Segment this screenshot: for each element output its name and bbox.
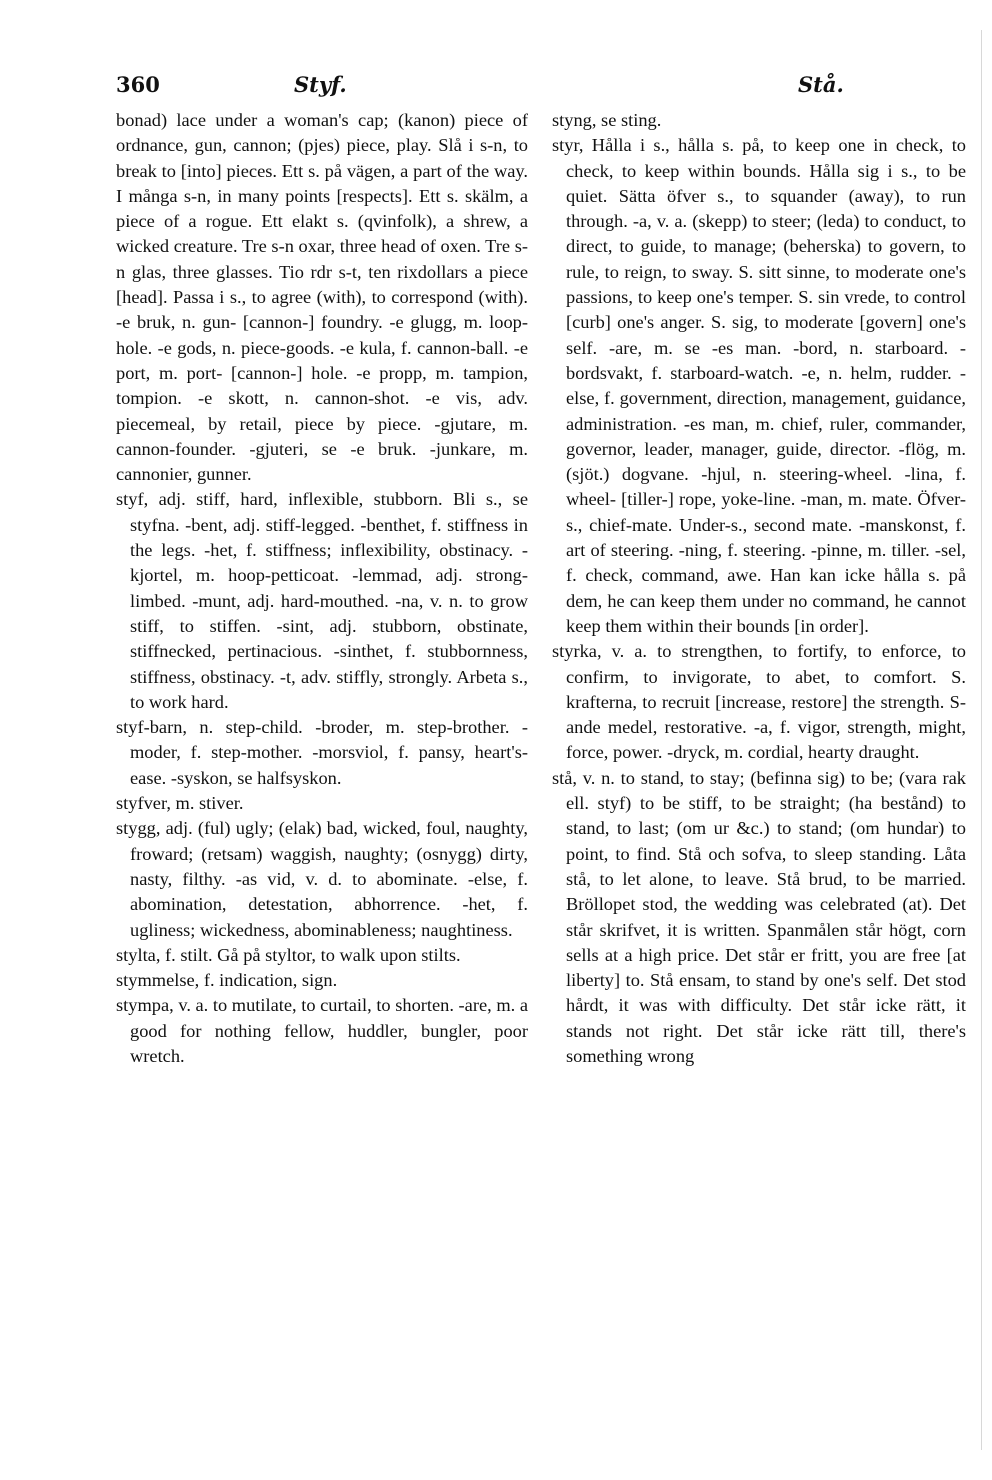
right-guide-word: Stå. [798, 72, 844, 97]
entry-styr: styr, Hålla i s., hålla s. på, to keep one in check, to check, to keep within bounds. Hålla sig i s., to be quiet. Sätta öfver s., to squander (away), to run through. -a, v. a. (skepp) to steer; (leda) to conduct, to direct, to guide, to manage; (beherska) to govern, to rule, to reign, to sway. S. sitt sinne, to moderate one's passions, to keep one's temper. S. sin vrede, to control [curb] one's anger. S. sig, to moderate [govern] one's self. -are, m. se -es man. -bord, n. starboard. -bordsvakt, f. starboard-watch. -e, n. helm, rudder. -else, f. government, direction, management, guidance, administration. -es man, m. chief, ruler, commander, governor, leader, manager, guide, director. -flög, m. (sjöt.) dogvane. -hjul, n. steering-wheel. -lina, f. wheel- [tiller-] rope, yoke-line. -man, m. mate. Öfver-s., chief-mate. Under-s., second mate. -manskonst, f. art of steering. -ning, f. steering. -pinne, m. tiller. -sel, f. check, command, awe. Han kan icke hålla s. på dem, he can keep them under no command, he cannot keep them within their bounds [in order]. [552, 135, 966, 636]
entry-styng: styng, se sting. [552, 110, 662, 130]
entry-stympa: stympa, v. a. to mutilate, to curtail, to shorten. -are, m. a good for nothing fellow, huddler, bungler, poor wretch. [116, 995, 528, 1066]
entry-stygg: stygg, adj. (ful) ugly; (elak) bad, wicked, foul, naughty, froward; (retsam) waggish, naughty; (osnygg) dirty, nasty, filthy. -as vid, v. d. to abominate. -else, f. abomination, detestation, abhorrence. -het, f. ugliness; wickedness, abominableness; naughtiness. [116, 818, 528, 940]
entry-sta: stå, v. n. to stand, to stay; (befinna sig) to be; (vara rak ell. styf) to be stiff, to be straight; (ha bestånd) to stand, to last; (om ur &c.) to stand; (om hundar) to point, to find. Stå och sofva, to sleep standing. Låta stå, to let alone, to leave. Stå brud, to be married. Bröllopet stod, the wedding was celebrated (at). Det står skrifvet, it is written. Spanmålen står högt, corn sells at a high price. Det står er fritt, you are free [at liberty] to. Stå ensam, to stand by one's self. Det stod hårdt, it was with difficulty. Det står icke rätt, it stands not right. Det står icke rätt till, there's something wrong [552, 767, 966, 1066]
right-column [552, 108, 966, 1069]
entry-continuation: bonad) lace under a woman's cap; (kanon) piece of ordnance, gun, cannon; (pjes) piece, play. Slå i s-n, to break to [into] pieces. Ett s. på vägen, a part of the way. I många s-n, in many points [respects]. Ett s. skälm, a piece of a rogue. Ett elakt s. (qvinfolk), a shrew, a wicked creature. Tre s-n oxar, three head of oxen. Tre s-n glas, three glasses. Tio rdr s-t, ten rixdollars a piece [head]. Passa i s., to agree (with), to correspond (with). -e bruk, n. gun- [cannon-] foundry. -e glugg, m. loop-hole. -e gods, n. piece-goods. -e kula, f. cannon-ball. -e port, m. port- [cannon-] hole. -e propp, m. tampion, tompion. -e skott, n. cannon-shot. -e vis, adv. piecemeal, by retail, piece by piece. -gjutare, m. cannon-founder. -gjuteri, se -e bruk. -junkare, m. cannonier, gunner. [116, 110, 528, 485]
running-header [116, 72, 968, 106]
entry-styrka: styrka, v. a. to strengthen, to fortify, to enforce, to confirm, to invigorate, to abet, to comfort. S. krafterna, to recruit [increase, restore] the strength. S-ande medel, restorative. -a, f. vigor, strength, might, force, power. -dryck, m. cordial, hearty draught. [552, 641, 966, 763]
entry-styf: styf, adj. stiff, hard, inflexible, stubborn. Bli s., se styfna. -bent, adj. stiff-legged. -benthet, f. stiffness in the legs. -het, f. stiffness; inflexibility, obstinacy. -kjortel, m. hoop-petticoat. -lemmad, adj. strong-limbed. -munt, adj. hard-mouthed. -na, v. n. to grow stiff, to stiffen. -sint, adj. stubborn, obstinate, stiffnecked, pertinacious. -sinthet, f. stubbornness, stiffness, obstinacy. -t, adv. stiffly, strongly. Arbeta s., to work hard. [116, 489, 528, 712]
entry-stylta: stylta, f. stilt. Gå på styltor, to walk upon stilts. [116, 944, 461, 965]
entry-styf-barn: styf-barn, n. step-child. -broder, m. step-brother. -moder, f. step-mother. -morsviol, f. pansy, heart's-ease. -syskon, se halfsyskon. [116, 717, 528, 788]
left-guide-word: Styf. [294, 72, 347, 97]
page-edge-line [981, 30, 982, 1450]
entry-styfver: styfver, m. stiver. [116, 793, 244, 814]
page-number: 360 [116, 72, 160, 97]
left-column [116, 108, 528, 1069]
entry-stymmelse: stymmelse, f. indication, sign. [116, 970, 338, 991]
